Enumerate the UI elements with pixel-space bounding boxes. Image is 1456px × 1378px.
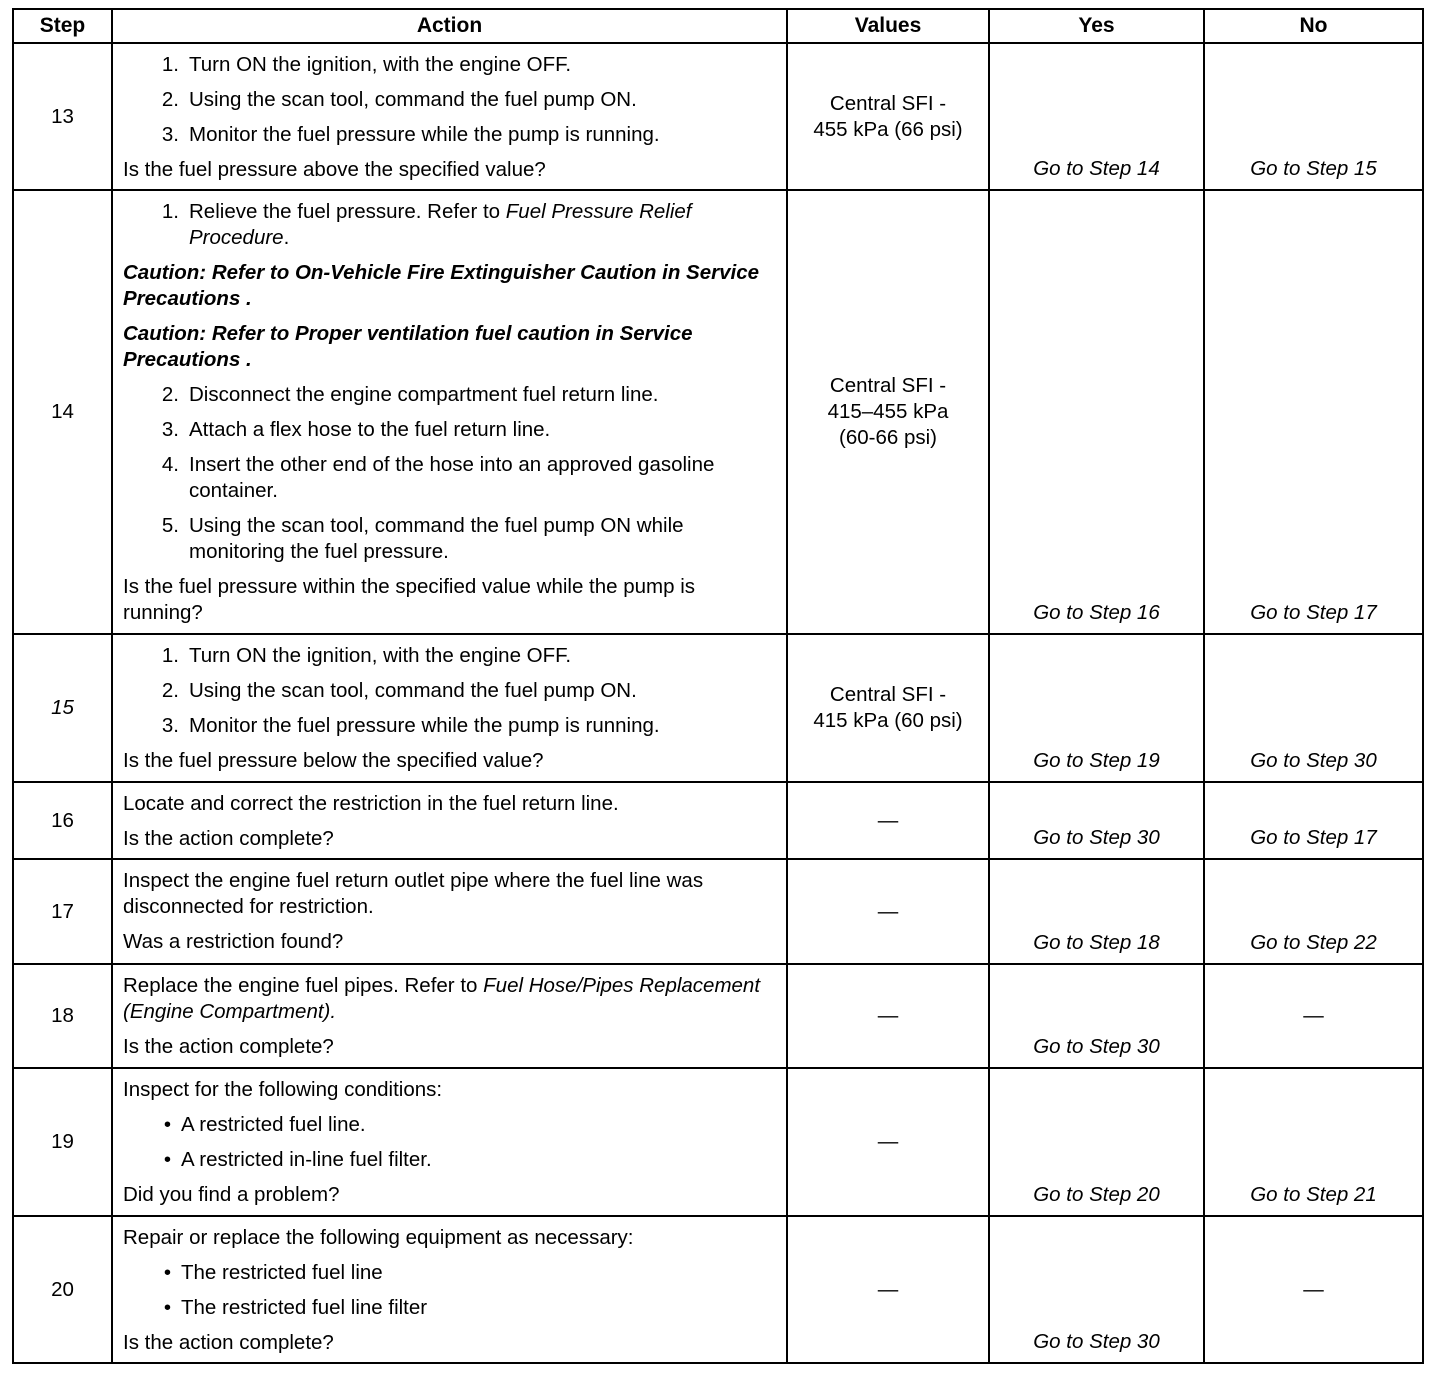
caution-text: Caution: Refer to Proper ventilation fuel caution in Service Precautions . xyxy=(123,322,693,371)
question-text: Is the fuel pressure below the specified value? xyxy=(123,749,544,772)
list-item: • The restricted fuel line xyxy=(163,1261,383,1284)
question-text: Is the fuel pressure above the specified value? xyxy=(123,158,546,181)
step-number: 20 xyxy=(13,1216,112,1363)
no-cell: Go to Step 21 xyxy=(1204,1068,1423,1216)
reference-link[interactable]: Fuel Pressure Relief Procedure xyxy=(189,200,692,249)
question-text: Is the action complete? xyxy=(123,1331,334,1354)
step-number: 15 xyxy=(13,634,112,782)
step-number: 13 xyxy=(13,43,112,190)
list-item: • A restricted in-line fuel filter. xyxy=(163,1148,432,1171)
table-row xyxy=(13,1216,1423,1363)
step-number: 17 xyxy=(13,859,112,964)
step-number: 18 xyxy=(13,964,112,1068)
list-item: 1. Relieve the fuel pressure. Refer to Fuel Pressure Relief Procedure. xyxy=(161,200,692,249)
header-no: No xyxy=(1204,9,1423,43)
no-cell: Go to Step 22 xyxy=(1204,859,1423,964)
list-item: 3. Attach a flex hose to the fuel return line. xyxy=(161,418,551,441)
yes-cell: Go to Step 20 xyxy=(989,1068,1204,1216)
list-item: 2. Using the scan tool, command the fuel pump ON. xyxy=(161,88,637,111)
yes-cell: Go to Step 16 xyxy=(989,190,1204,634)
table-row xyxy=(13,43,1423,190)
values-cell: — xyxy=(787,1068,989,1216)
action-cell: Repair or replace the following equipment as necessary: • The restricted fuel line • The restricted fuel line filter Is the action complete? xyxy=(112,1216,787,1363)
header-values: Values xyxy=(787,9,989,43)
values-cell: — xyxy=(787,859,989,964)
no-cell: Go to Step 30 xyxy=(1204,634,1423,782)
list-item: • A restricted fuel line. xyxy=(163,1113,366,1136)
list-item: 1. Turn ON the ignition, with the engine OFF. xyxy=(161,644,572,667)
action-cell: Inspect the engine fuel return outlet pipe where the fuel line was disconnected for restriction. Was a restriction found? xyxy=(112,859,787,964)
step-number: 16 xyxy=(13,782,112,859)
action-cell xyxy=(112,43,787,190)
list-item: 2. Disconnect the engine compartment fuel return line. xyxy=(161,383,659,406)
diagnostic-table xyxy=(12,8,1424,1364)
yes-cell: Go to Step 30 xyxy=(989,1216,1204,1363)
values-cell: Central SFI - 455 kPa (66 psi) xyxy=(787,43,989,190)
step-number: 19 xyxy=(13,1068,112,1216)
list-item: 5. Using the scan tool, command the fuel pump ON while monitoring the fuel pressure. xyxy=(161,514,684,563)
action-cell: Replace the engine fuel pipes. Refer to Fuel Hose/Pipes Replacement (Engine Compartment). Is the action complete? xyxy=(112,964,787,1068)
question-text: Is the action complete? xyxy=(123,1035,334,1058)
yes-cell: Go to Step 30 xyxy=(989,964,1204,1068)
reference-link[interactable]: Fuel Hose/Pipes Replacement (Engine Compartment). xyxy=(123,974,761,1023)
no-cell: Go to Step 17 xyxy=(1204,782,1423,859)
yes-cell: Go to Step 30 xyxy=(989,782,1204,859)
list-item: 3. Monitor the fuel pressure while the pump is running. xyxy=(161,123,660,146)
list-item: • The restricted fuel line filter xyxy=(163,1296,428,1319)
values-cell: Central SFI - 415 kPa (60 psi) xyxy=(787,634,989,782)
yes-cell: Go to Step 18 xyxy=(989,859,1204,964)
header-action: Action xyxy=(112,9,787,43)
table-row xyxy=(13,1068,1423,1216)
table-row xyxy=(13,964,1423,1068)
yes-cell: Go to Step 14 xyxy=(989,43,1204,190)
action-cell xyxy=(112,634,787,782)
question-text: Was a restriction found? xyxy=(123,930,344,953)
list-item: 4. Insert the other end of the hose into an approved gasoline container. xyxy=(161,453,715,502)
values-cell: Central SFI - 415–455 kPa (60-66 psi) xyxy=(787,190,989,634)
action-cell xyxy=(112,190,787,634)
action-cell: Locate and correct the restriction in the fuel return line. Is the action complete? xyxy=(112,782,787,859)
table-row xyxy=(13,190,1423,634)
yes-cell: Go to Step 19 xyxy=(989,634,1204,782)
values-cell: — xyxy=(787,782,989,859)
list-item: 2. Using the scan tool, command the fuel pump ON. xyxy=(161,679,637,702)
question-text: Is the fuel pressure within the specified value while the pump is running? xyxy=(123,575,696,624)
values-cell: — xyxy=(787,964,989,1068)
values-cell: — xyxy=(787,1216,989,1363)
caution-text: Caution: Refer to On-Vehicle Fire Extinguisher Caution in Service Precautions . xyxy=(123,261,759,310)
no-cell: — xyxy=(1204,964,1423,1068)
list-item: 3. Monitor the fuel pressure while the pump is running. xyxy=(161,714,660,737)
table-row xyxy=(13,634,1423,782)
no-cell: Go to Step 17 xyxy=(1204,190,1423,634)
step-number: 14 xyxy=(13,190,112,634)
header-yes: Yes xyxy=(989,9,1204,43)
question-text: Is the action complete? xyxy=(123,827,334,850)
no-cell: Go to Step 15 xyxy=(1204,43,1423,190)
action-cell: Inspect for the following conditions: • A restricted fuel line. • A restricted in-line fuel filter. Did you find a problem? xyxy=(112,1068,787,1216)
question-text: Did you find a problem? xyxy=(123,1183,340,1206)
no-cell: — xyxy=(1204,1216,1423,1363)
list-item: 1. Turn ON the ignition, with the engine OFF. xyxy=(161,53,572,76)
header-step: Step xyxy=(13,9,112,43)
table-row xyxy=(13,782,1423,859)
header-row xyxy=(13,9,1423,43)
table-row xyxy=(13,859,1423,964)
